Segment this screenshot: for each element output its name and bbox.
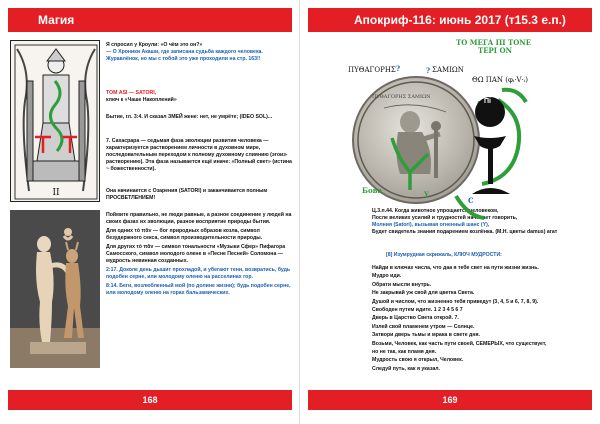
pan-paragraph-4: 2:17. Доколе день дышит прохладой, и убегают тени, возвратись, будь подобен серне, или молодому оленю на расселинах гор. <box>106 267 291 280</box>
pan-paragraph-2: Для одних τὸ πᾶν — бог природных образов козла, символ безудержного секса, символ производительности природы. <box>106 228 263 241</box>
key-line: Излей свой пламенем утром — Солнце. <box>372 323 475 330</box>
sahasrara-paragraph: 7. Сахасрара — седьмая фаза эволюции развития человека — характеризуется растворением личности в духовном мире, последовательным переходом к полному духовному слиянию (эгоиз-растворению). Эта фаза называется ещё иначе: «Полный свет» (истина ~ божественности). <box>106 138 292 172</box>
key-line: Возьми, Человек, как часть пути своей, СЕМЕРЫХ, что существует, <box>372 340 547 347</box>
key-lines-block <box>372 264 592 373</box>
chalice-serpent-illustration <box>432 86 552 226</box>
coin-label-left: Бова <box>362 186 383 195</box>
quote-line-1: Ц.3.п.44. Когда животное упрощается человеком, <box>372 208 499 214</box>
tau-line-1: ТОМ АSI — SATORI, <box>106 90 157 96</box>
quote-line-2: После великих усилий и трудностей начинает говорить, <box>372 215 518 221</box>
key-line: Мудро иди. <box>372 273 402 280</box>
left-page-header <box>8 8 292 32</box>
chalice-pi-label: Пi <box>484 98 491 105</box>
key-line: Обрати мысли внутрь. <box>372 281 432 288</box>
greek-title-line-2: ΤΕΡΙ ΟΝ <box>478 46 513 55</box>
intro-line-2: — О Хроники Акаши, где записана судьба каждого человека. <box>106 49 263 55</box>
quote-line-4: Будет свидетель знания подарением козлёнка. (М.Н. цветы damus) агат <box>372 229 558 235</box>
intro-text-block <box>106 42 294 65</box>
tau-line-2: ключ к «Чаше Накоплений» <box>106 97 177 103</box>
ovum-paragraph: Она начинается с Озарения (SATORI) и заканчивается полным ПРОСВЕТЛЕНИЕМ! <box>106 188 268 201</box>
pan-paragraph-5: 8:14. Беги, возлюбленный мой (по долине жизни); будь подобен серне, или молодому оленю на горах бальзамических. <box>106 283 291 296</box>
key-line: Не закрывай уж свой для цветка Света. <box>372 290 475 297</box>
pan-statue-image <box>10 210 100 368</box>
genesis-line: Бытие, гл. 3:4. И сказал ЗМЕЙ жене: нет, не умрёте; (IDEO SOL)... <box>106 114 273 120</box>
tau-text-block <box>106 90 294 106</box>
tarot-roman-numeral: II <box>52 188 60 198</box>
key-title <box>386 252 586 261</box>
tarot-card-illustration <box>11 41 100 202</box>
key-line: Найди в ключах числа, что даа я тебе свет на пути жизни жизнь. <box>372 265 539 271</box>
coin-label-right: C <box>468 196 474 205</box>
right-page-footer <box>308 390 592 410</box>
left-page-number: 168 <box>142 395 158 405</box>
key-line: но не так, как пламя дня. <box>372 349 437 356</box>
pan-paragraph-1: Поймите правильно, не люди равные, а разное соединение у людей на своих фазах их эволюции, разное восприятие природы бытия. <box>106 212 292 225</box>
greek-pythagoras: ΠΥΘΑΓΟΡΗΣ <box>348 66 396 74</box>
ovum-text-block <box>106 188 294 204</box>
pan-text-block <box>106 212 294 299</box>
key-line: Дверь в Царство Света открой. 7. <box>372 315 459 322</box>
greek-title-line-1: ΤΟ ΜΕΓΑ ΠΙ ΤΟΝΕ <box>456 38 532 47</box>
key-line: Затвори дверь тьмы и мрака в свете дня. <box>372 332 480 339</box>
chalice-serpent-symbol <box>432 86 552 226</box>
intro-line-3: Журавлёнок, но мы с тобой это уже проходили на стр. 163!! <box>106 56 261 62</box>
left-page-footer <box>8 390 292 410</box>
sahasrara-text-block <box>106 138 294 175</box>
right-page-header <box>308 8 592 32</box>
greek-theo-pan: ΘΩ ΠΑΝ (φᵢ·Ⅴ·ᵢ) <box>472 76 528 84</box>
pan-statue-illustration <box>10 210 100 368</box>
greek-samion: ΣΑΜΙΩΝ <box>432 66 464 74</box>
intro-line-1: Я спросил у Кроули: «О чём это он?» <box>106 42 203 48</box>
question-mark-2: ? <box>426 66 431 75</box>
right-header-title: Апокриф-116: июнь 2017 (т15.3 е.п.) <box>354 13 566 27</box>
question-mark-1: ? <box>396 64 401 73</box>
key-title-text: [8] Изумрудная скрижаль, КЛЮЧ МУДРОСТИ: <box>386 252 502 258</box>
pan-paragraph-3: Для других τὸ πᾶν — символ тональности «Музыки Сфер» Пифагора Самосского, символ молодого олене в «Песне Песней» Соломона — мудрость невинная созданных. <box>106 244 286 264</box>
tarot-card-image <box>10 40 100 202</box>
coin-label-center: Y <box>424 190 429 199</box>
key-line: Свободен путем идите. 1 2 3 4 5 6 7 <box>372 307 463 314</box>
coin-ring-text: ΠΥΘΑΓΟΡΗΣ ΣΑΜΙΩΝ <box>372 94 431 100</box>
key-line: Мудрость свою я открыл, Человек. <box>372 357 464 364</box>
right-page-number: 169 <box>442 395 458 405</box>
quote-line-3: Молния (Satori), вызывая огненный шанс (Y), <box>372 222 490 228</box>
key-line: Следуй путь, как я указал. <box>372 365 440 372</box>
left-header-title: Магия <box>38 13 75 27</box>
key-line: Душой и числом, что жизненно тебя приведут (3, 4, 5 и 6, 7, 8, 9). <box>372 298 539 305</box>
genesis-text-block <box>106 114 294 123</box>
